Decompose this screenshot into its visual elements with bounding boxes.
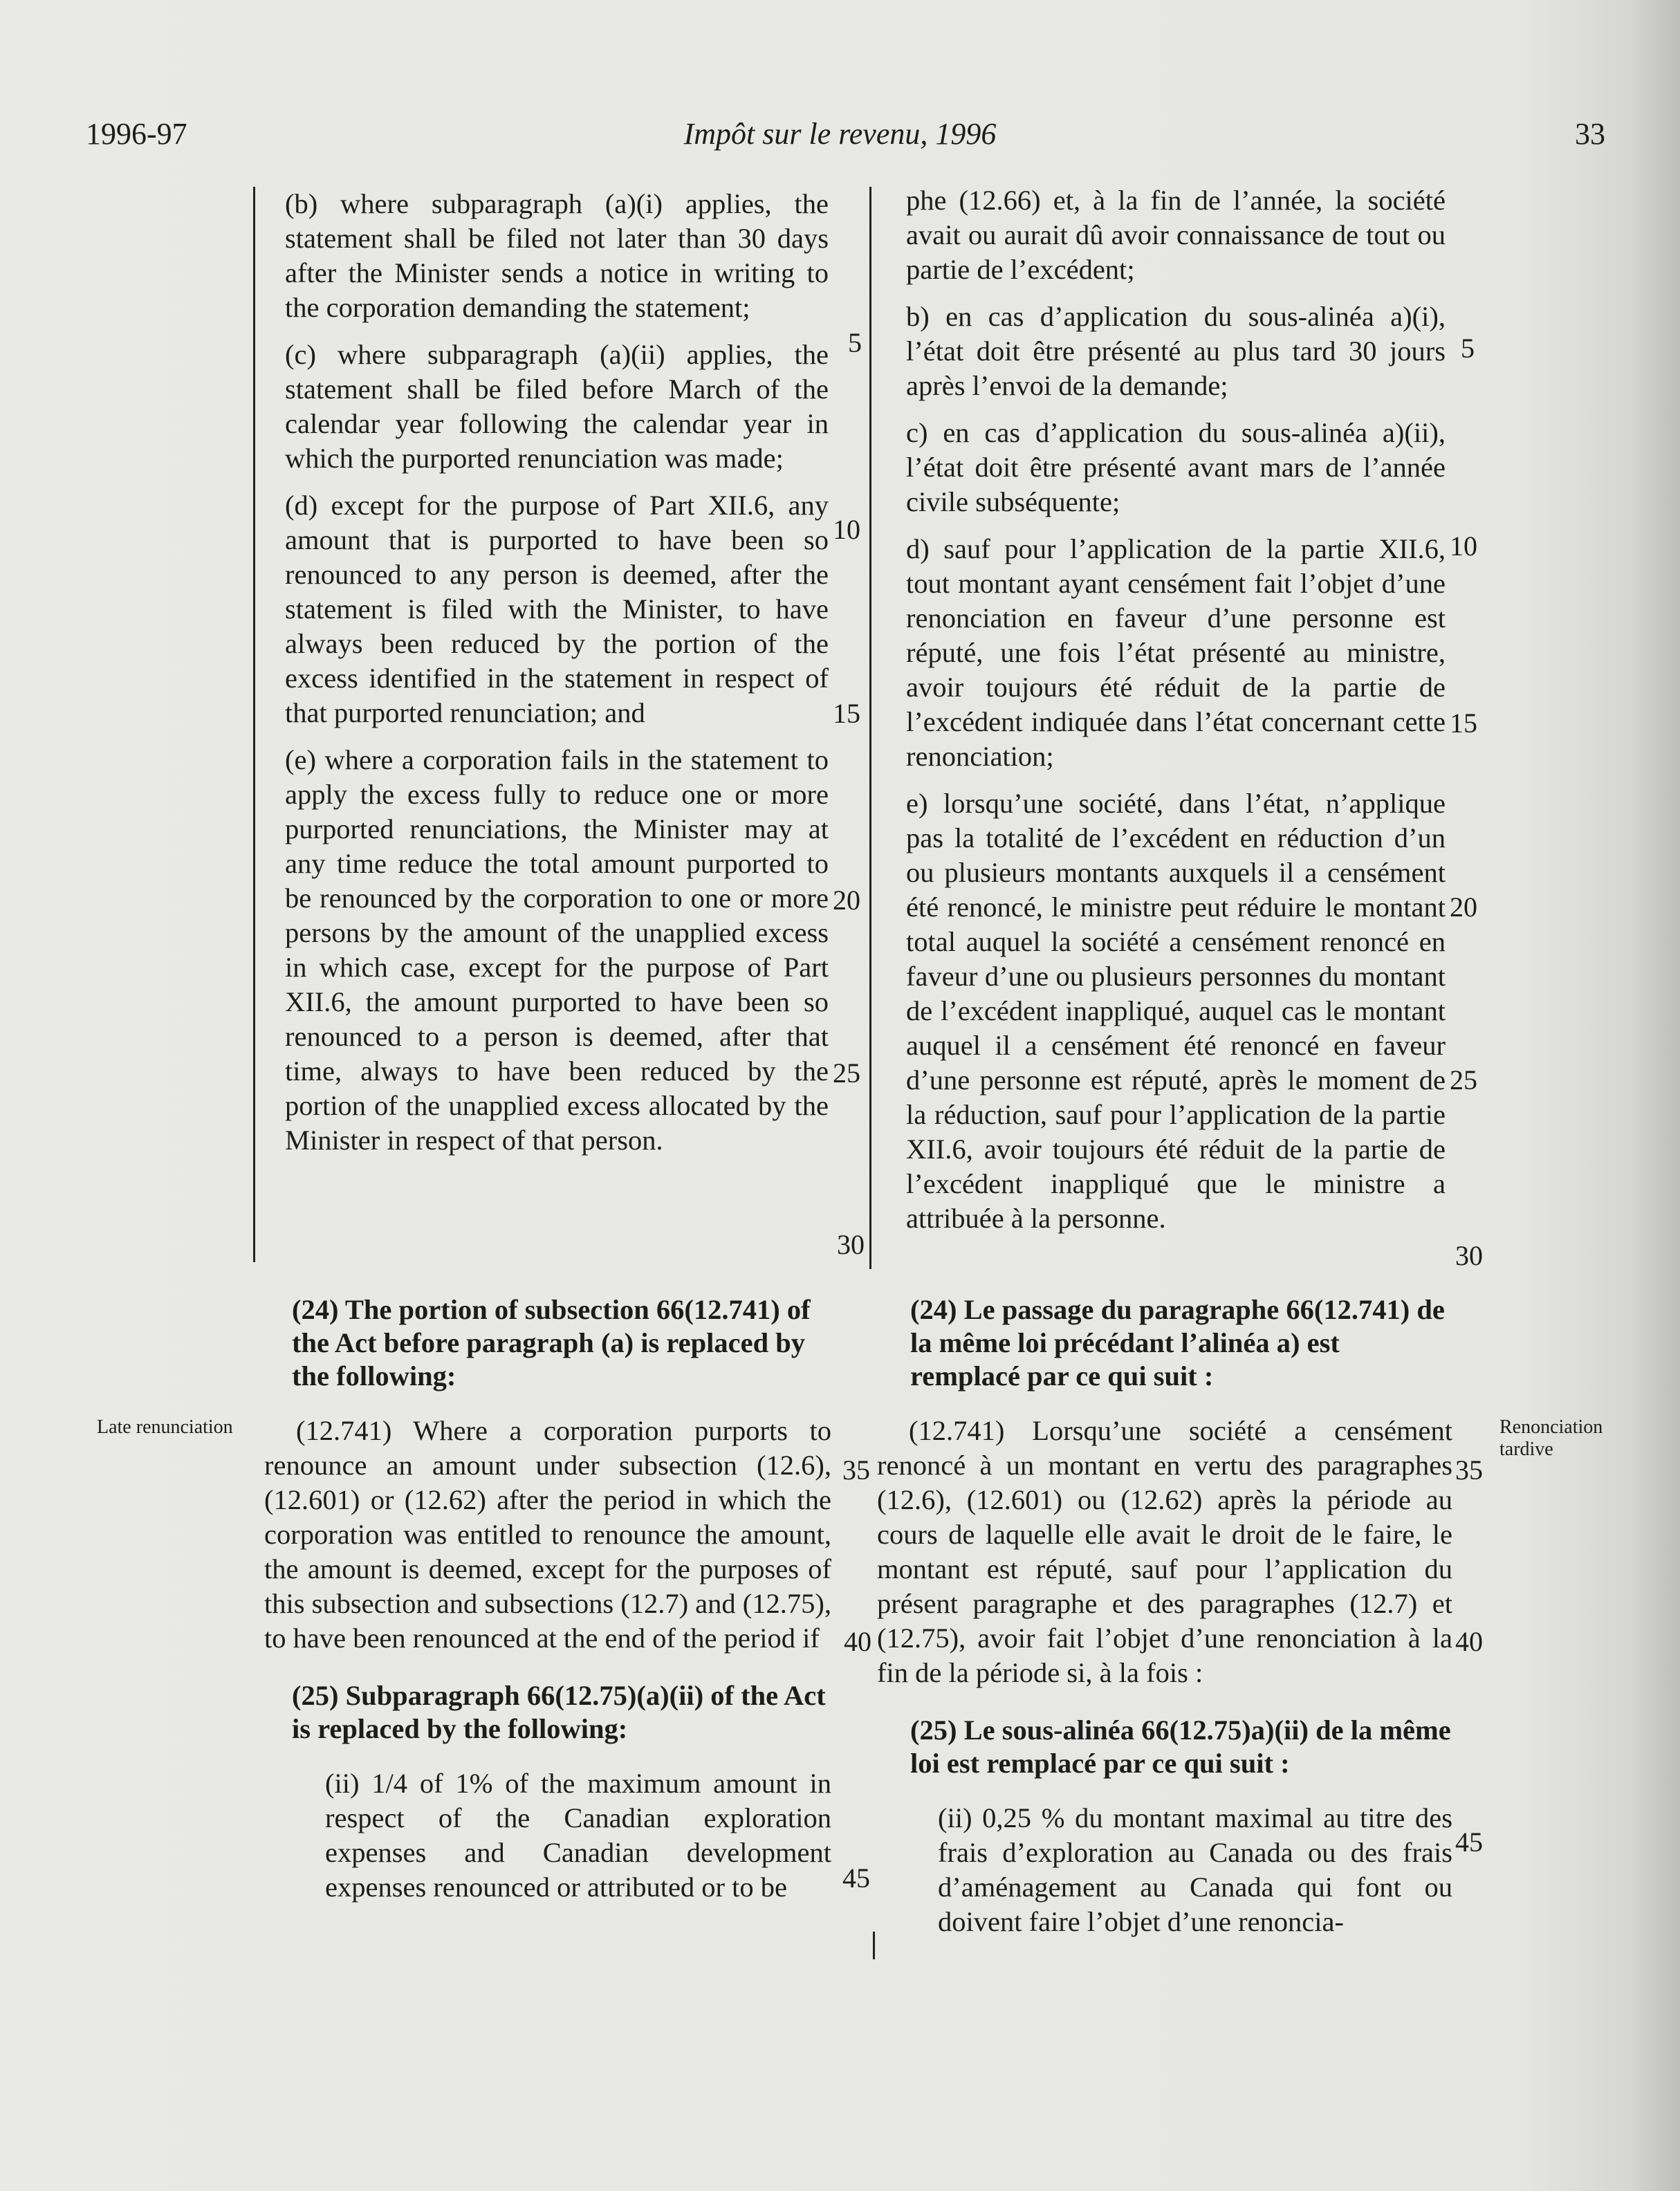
french-paragraph-b: b) en cas d’application du sous-alinéa a)(i), l’état doit être présenté au plus tard 30 jours après l’envoi de la demande;	[906, 301, 1446, 401]
line-number-en-45: 45	[842, 1862, 870, 1894]
english-subparagraph-ii: (ii) 1/4 of 1% of the maximum amount in respect of the Canadian exploration expenses and Canadian development expenses renounced or attributed or to be	[325, 1768, 831, 1903]
french-column-upper	[906, 183, 1446, 1248]
header-page-number: 33	[1575, 117, 1605, 151]
line-number-en-10: 10	[833, 514, 860, 545]
line-number-en-40: 40	[844, 1626, 871, 1657]
line-number-fr-5: 5	[1461, 333, 1475, 364]
french-paragraph-d: d) sauf pour l’application de la partie XII.6, tout montant ayant censément fait l’objet d’une renonciation en faveur d’une personne est réputé, une fois l’état présenté au ministre, avoir toujours été réduit de la partie de l’excédent indiquée dans l’état concernant cette renonciation;	[906, 533, 1446, 772]
revision-bar-english	[253, 187, 255, 1262]
header-session: 1996-97	[86, 117, 187, 151]
french-subsection-12741: (12.741) Lorsqu’une société a censément renoncé à un montant en vertu des paragraphes (12.6), (12.601) ou (12.62) après la période au cours de laquelle elle avait le droit de le faire, le montant est réputé, sauf pour l’application du présent paragraphe et des paragraphes (12.7) et (12.75), avoir fait l’objet d’une renonciation à la fin de la période si, à la fois :	[877, 1415, 1452, 1688]
line-number-fr-45: 45	[1455, 1827, 1483, 1858]
french-paragraph-c: c) en cas d’application du sous-alinéa a)(ii), l’état doit être présenté avant mars de l’année civile subséquente;	[906, 417, 1446, 517]
line-number-en-35: 35	[842, 1454, 870, 1486]
margin-note-late-renunciation: Late renunciation	[97, 1416, 233, 1438]
revision-bar-french	[869, 187, 871, 1269]
english-column-lower	[264, 1293, 831, 1917]
line-number-en-25: 25	[833, 1057, 860, 1089]
line-number-en-5: 5	[848, 327, 862, 358]
english-paragraph-e: (e) where a corporation fails in the statement to apply the excess fully to reduce one or more purported renunciations, the Minister may at any time reduce the total amount purported to be renounced by the corporation to one or more persons by the amount of the unapplied excess in which case, except for the purpose of Part XII.6, the amount purported to have been so renounced to a person is deemed, after that time, always to have been reduced by the portion of the unapplied excess allocated by the Minister in respect of that person.	[285, 744, 829, 1156]
header-title: Impôt sur le revenu, 1996	[683, 117, 997, 151]
french-paragraph-e: e) lorsqu’une société, dans l’état, n’applique pas la totalité de l’excédent en réduction d’un ou plusieurs montants auxquels il a censément été renoncé, le ministre peut réduire le montant total auquel la société a censément renoncé en faveur d’une ou plusieurs personnes du montant de l’excédent inappliqué, auquel cas le montant auquel il a censément été renoncé en faveur d’une personne est réputé, après le moment de la réduction, sauf pour l’application de la partie XII.6, avoir toujours été réduit de la partie de l’excédent inappliqué que le ministre a attribuée à la personne.	[906, 788, 1446, 1234]
english-amendment-25-heading: (25) Subparagraph 66(12.75)(a)(ii) of the Act is replaced by the following:	[292, 1680, 826, 1744]
french-amendment-24-heading: (24) Le passage du paragraphe 66(12.741) de la même loi précédant l’alinéa a) est remplacé par ce qui suit :	[910, 1294, 1445, 1392]
margin-note-renonciation-tardive: Renonciation tardive	[1499, 1416, 1603, 1460]
line-number-fr-40: 40	[1455, 1626, 1483, 1657]
english-paragraph-d: (d) except for the purpose of Part XII.6, any amount that is purported to have been so renounced to any person is deemed, after the statement is filed with the Minister, to have always been reduced by the portion of the excess identified in the statement in respect of that purported renunciation; and	[285, 490, 829, 728]
english-column-upper	[285, 187, 829, 1170]
line-number-en-30: 30	[837, 1229, 865, 1260]
line-number-fr-10: 10	[1450, 530, 1477, 562]
revision-bar-bottom	[873, 1932, 875, 1959]
line-number-en-20: 20	[833, 885, 860, 916]
french-subparagraph-ii: (ii) 0,25 % du montant maximal au titre des frais d’exploration au Canada ou des frais d’aménagement au Canada qui font ou doivent faire l’objet d’une renoncia-	[938, 1802, 1452, 1937]
line-number-fr-20: 20	[1450, 891, 1477, 923]
french-amendment-25-heading: (25) Le sous-alinéa 66(12.75)a)(ii) de la même loi est remplacé par ce qui suit :	[910, 1714, 1451, 1779]
french-column-lower	[877, 1293, 1452, 1952]
french-paragraph-continuation: phe (12.66) et, à la fin de l’année, la société avait ou aurait dû avoir connaissance de tout ou partie de l’excédent;	[906, 185, 1446, 285]
line-number-fr-30: 30	[1455, 1240, 1483, 1271]
english-paragraph-b: (b) where subparagraph (a)(i) applies, the statement shall be filed not later than 30 days after the Minister sends a notice in writing to the corporation demanding the statement;	[285, 188, 829, 323]
line-number-fr-35: 35	[1455, 1454, 1483, 1486]
line-number-en-15: 15	[833, 698, 860, 729]
english-amendment-24-heading: (24) The portion of subsection 66(12.741) of the Act before paragraph (a) is replaced by the following:	[292, 1294, 811, 1392]
line-number-fr-25: 25	[1450, 1064, 1477, 1096]
english-paragraph-c: (c) where subparagraph (a)(ii) applies, the statement shall be filed before March of the calendar year following the calendar year in which the purported renunciation was made;	[285, 339, 829, 474]
english-subsection-12741: (12.741) Where a corporation purports to renounce an amount under subsection (12.6), (12.601) or (12.62) after the period in which the corporation was entitled to renounce the amount, the amount is deemed, except for the purposes of this subsection and subsections (12.7) and (12.75), to have been renounced at the end of the period if	[264, 1415, 832, 1654]
line-number-fr-15: 15	[1450, 708, 1477, 739]
